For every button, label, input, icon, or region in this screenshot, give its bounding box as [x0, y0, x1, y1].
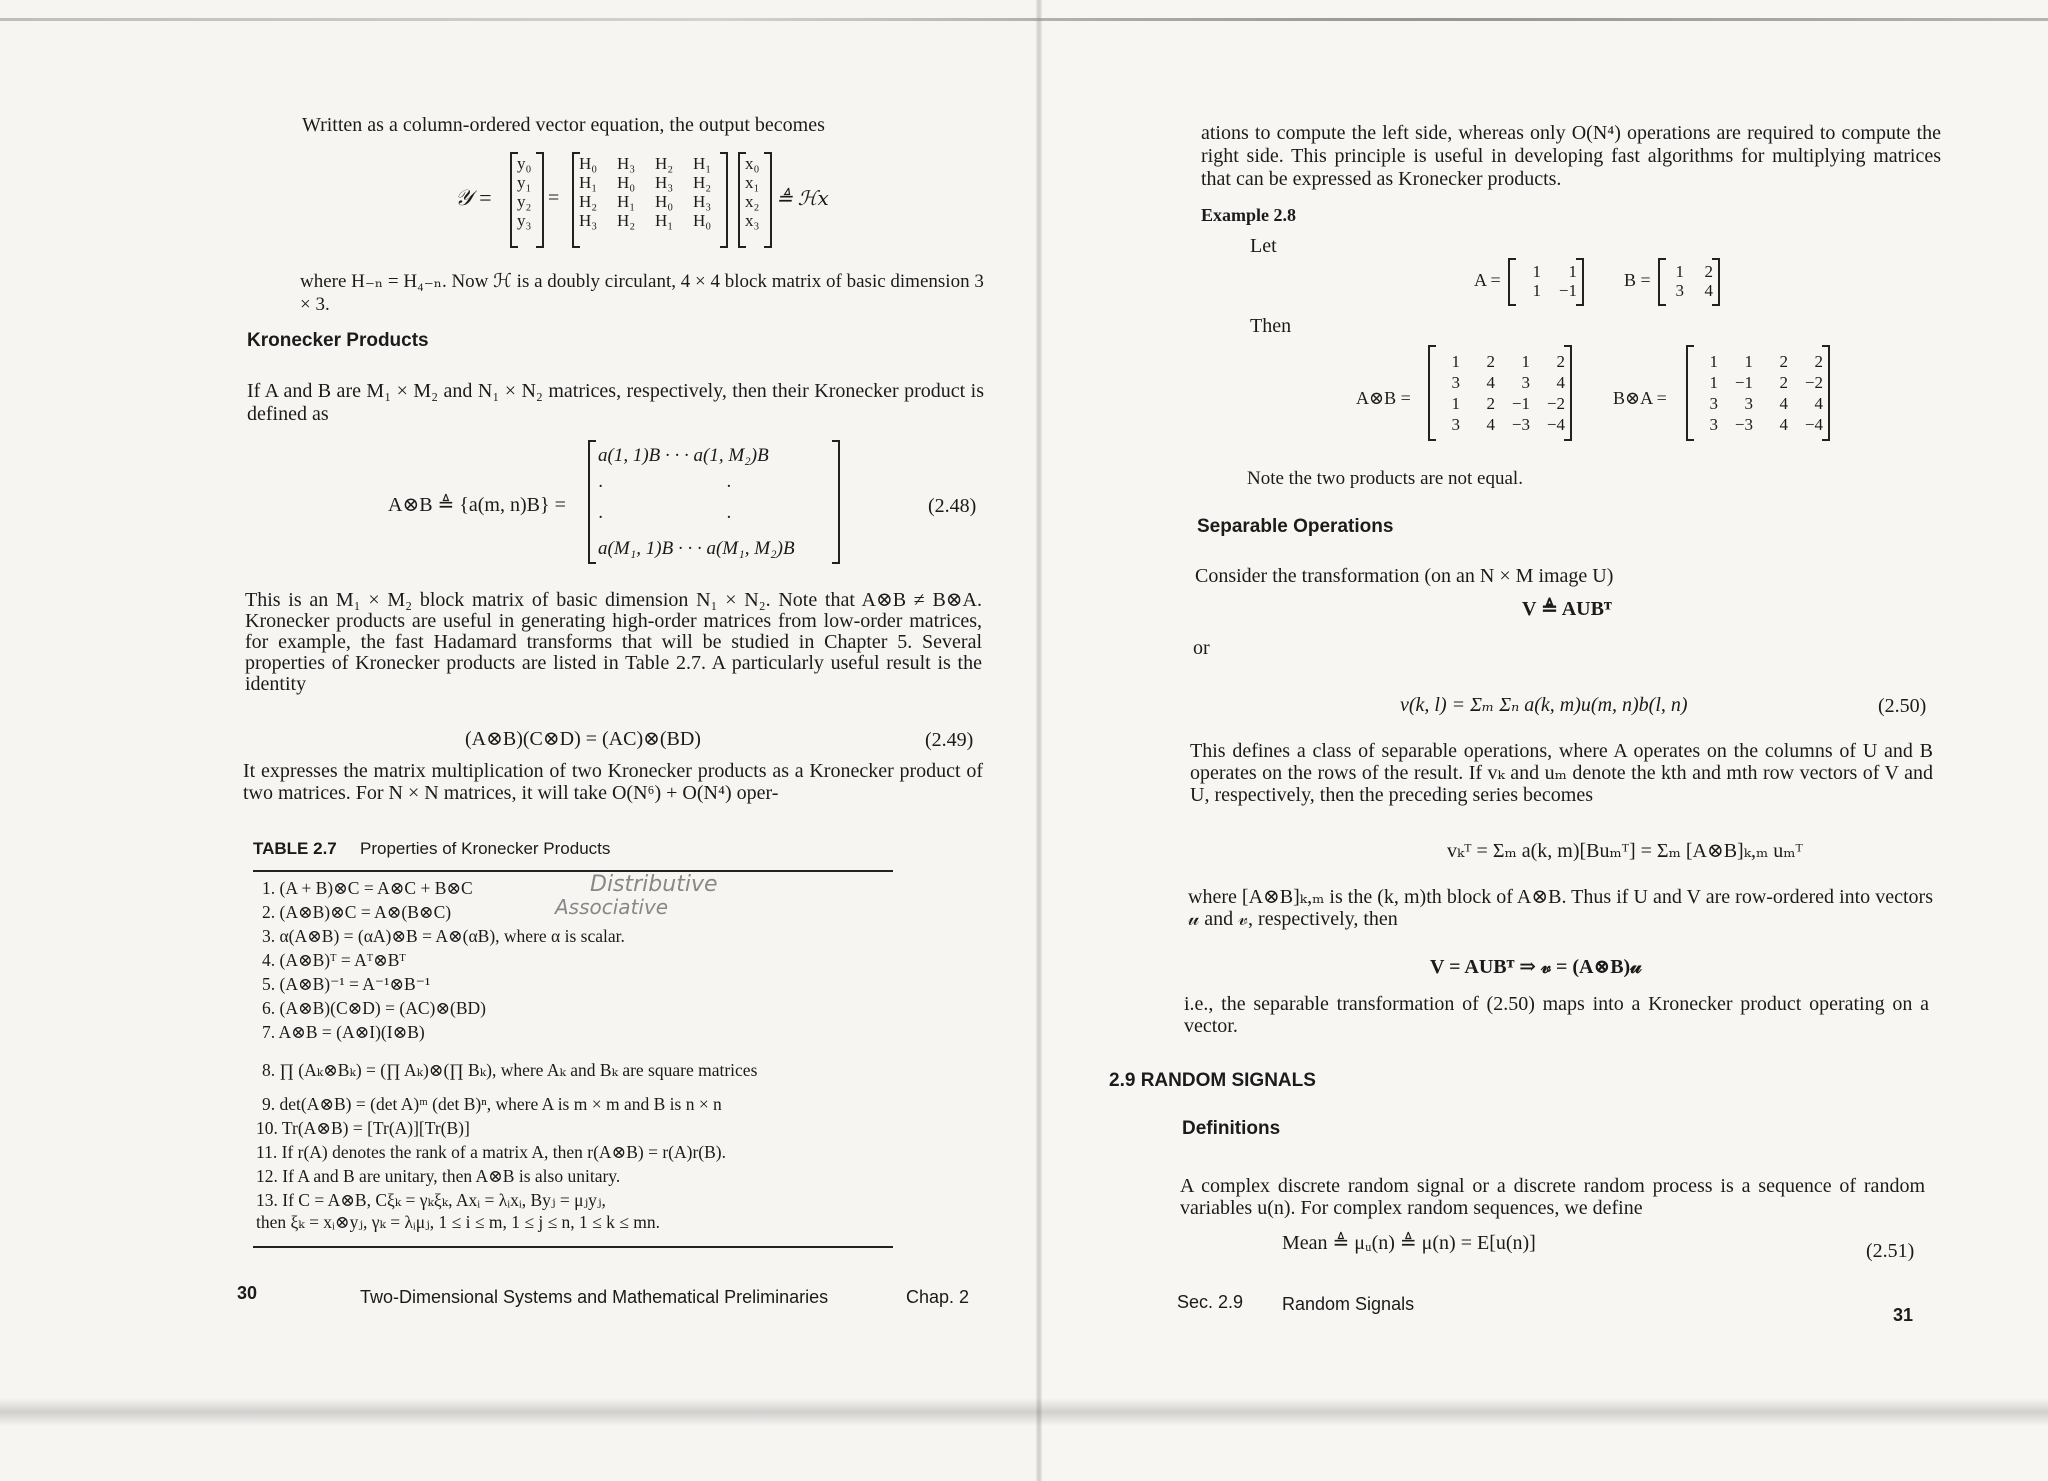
matrix-bxa-cell: 4	[1814, 394, 1823, 413]
eq-v: V ≜ AUBᵀ	[1522, 598, 1612, 620]
matrix-axb-cell: 3	[1451, 373, 1460, 392]
matrix-axb-cell: 4	[1556, 373, 1565, 392]
matrix-b-cell: 2	[1704, 262, 1713, 281]
matrix-b-cell: 4	[1704, 281, 1713, 300]
expresses-paragraph: It expresses the matrix multiplication of two Kronecker products as a Kronecker product of two matrices. For N × N matrices, it will take O(N⁶) + O(N⁴) oper-	[243, 760, 983, 804]
matrix-axb-cell: 1	[1521, 352, 1530, 371]
matrix-axb-cell: 1	[1451, 394, 1460, 413]
matrix-h-cell: H₁	[693, 154, 712, 173]
eq248-lhs: A⊗B ≜ {a(m, n)B} =	[388, 494, 566, 516]
handwritten-note-2: Associative	[555, 895, 669, 919]
bottom-edge-shadow	[0, 1398, 2048, 1426]
vector-y-cell: y₃	[517, 211, 532, 230]
block-paragraph: This is an M₁ × M₂ block matrix of basic dimension N₁ × N₂. Note that A⊗B ≠ B⊗A. Kronecker products are useful in generating high-order matrices from low-order matrices, for example, the fast Hadamard transforms that will be studied in Chapter 5. Several properties of Kronecker products are listed in Table 2.7. A particularly useful result is the identity	[245, 589, 982, 695]
kronecker-heading: Kronecker Products	[247, 330, 429, 351]
matrix-bxa-cell: 2	[1779, 373, 1788, 392]
matrix-axb	[1428, 345, 1572, 441]
table-item: 3. α(A⊗B) = (αA)⊗B = A⊗(αB), where α is scalar.	[262, 926, 625, 946]
matrix-h-cell: H₂	[655, 154, 674, 173]
matrix-h-cell: H₃	[617, 154, 636, 173]
book-spine	[1036, 0, 1042, 1481]
table-item: 7. A⊗B = (A⊗I)(I⊗B)	[262, 1022, 425, 1042]
footer-page-right: 31	[1893, 1305, 1914, 1325]
intro-line: Written as a column-ordered vector equation, the output becomes	[302, 114, 825, 136]
matrix-a-cell: −1	[1558, 281, 1577, 300]
complex-paragraph: A complex discrete random signal or a discrete random process is a sequence of random variables u(n). For complex random sequences, we define	[1180, 1175, 1925, 1219]
table-item: 5. (A⊗B)⁻¹ = A⁻¹⊗B⁻¹	[262, 974, 431, 994]
matrix-axb-cell: 4	[1486, 415, 1495, 434]
eq250-number: (2.50)	[1878, 695, 1927, 717]
matrix-b-cell: 3	[1675, 281, 1684, 300]
matrix-axb-cell: 4	[1486, 373, 1495, 392]
footer-page-left: 30	[237, 1283, 258, 1303]
matrix-axb-cell: 1	[1451, 352, 1460, 371]
note-unequal: Note the two products are not equal.	[1247, 468, 1523, 489]
eq-vk: vₖᵀ = Σₘ a(k, m)[Buₘᵀ] = Σₘ [A⊗B]ₖ,ₘ uₘᵀ	[1447, 840, 1803, 862]
example-label: Example 2.8	[1201, 205, 1297, 225]
where-text: where H₋ₙ = H₄₋ₙ. Now ℋ is a doubly circulant, 4 × 4 block matrix of basic dimension 3 × 3.	[300, 271, 984, 315]
matrix-axb-cell: 2	[1556, 352, 1565, 371]
vector-y-cell: y₁	[517, 173, 532, 192]
vector-x-cell: x₃	[745, 211, 760, 230]
matrix-bxa	[1686, 345, 1830, 441]
eq-implies: V = AUBᵀ ⇒ 𝓋 = (A⊗B)𝓊	[1430, 956, 1642, 978]
matrix-a-cell: 1	[1532, 262, 1541, 281]
matrix-bxa-cell: 3	[1744, 394, 1753, 413]
a-label: A =	[1474, 270, 1501, 290]
matrix-b-cell: 1	[1675, 262, 1684, 281]
matrix-h-cell: H₀	[693, 211, 712, 230]
table-label: TABLE 2.7	[253, 839, 337, 858]
table-title: Properties of Kronecker Products	[360, 839, 611, 858]
vector-x-cell: x₂	[745, 192, 760, 211]
let-label: Let	[1250, 235, 1277, 257]
table-item: 11. If r(A) denotes the rank of a matrix A, then r(A⊗B) = r(A)r(B).	[256, 1142, 726, 1162]
matrix-axb-cell: 3	[1521, 373, 1530, 392]
top-edge-shadow	[0, 18, 2048, 21]
vector-x-cell: x₁	[745, 173, 760, 192]
matrix-a-cell: 1	[1568, 262, 1577, 281]
table-item: 1. (A + B)⊗C = A⊗C + B⊗C	[262, 878, 473, 898]
table-bottom-rule	[253, 1246, 893, 1248]
table-item: 13. If C = A⊗B, Cξₖ = γₖξₖ, Axᵢ = λᵢxᵢ, Byⱼ = μⱼyⱼ,	[256, 1190, 606, 1210]
matrix-bxa-cell: 1	[1744, 352, 1753, 371]
matrix-bxa-cell: 4	[1779, 394, 1788, 413]
table-item: 6. (A⊗B)(C⊗D) = (AC)⊗(BD)	[262, 998, 486, 1018]
footer-sec-right: Sec. 2.9	[1177, 1292, 1244, 1312]
eq248-row: a(1, 1)B · · · a(1, M₂)B	[598, 445, 769, 466]
matrix-axb-cell: −4	[1546, 415, 1565, 434]
table-item: 2. (A⊗B)⊗C = A⊗(B⊗C)	[262, 902, 452, 922]
eq251-number: (2.51)	[1866, 1240, 1915, 1262]
matrix-axb-cell: −2	[1546, 394, 1565, 413]
then-label: Then	[1250, 315, 1292, 337]
vector-y-cell: y₂	[517, 192, 532, 211]
matrix-h-cell: H₃	[579, 211, 598, 230]
ie-paragraph: i.e., the separable transformation of (2.50) maps into a Kronecker product operating on a vector.	[1184, 993, 1929, 1037]
matrix-bxa-cell: 2	[1814, 352, 1823, 371]
handwritten-note-1: Distributive	[590, 872, 718, 897]
eq248-matrix	[588, 440, 840, 564]
matrix-axb-cell: −1	[1511, 394, 1530, 413]
matrix-bxa-cell: −4	[1804, 415, 1823, 434]
matrix-bxa-cell: 3	[1709, 415, 1718, 434]
matrix-axb-cell: 3	[1451, 415, 1460, 434]
matrix-a-cell: 1	[1532, 281, 1541, 300]
eq249: (A⊗B)(C⊗D) = (AC)⊗(BD)	[465, 728, 701, 750]
section-heading: 2.9 RANDOM SIGNALS	[1109, 1070, 1316, 1091]
definitions-heading: Definitions	[1182, 1118, 1281, 1139]
matrix-h-cell: H₃	[655, 173, 674, 192]
axb-label: A⊗B =	[1356, 388, 1411, 408]
or-text: or	[1193, 637, 1210, 659]
eq248-number: (2.48)	[928, 495, 977, 517]
matrix-h-cell: H₁	[617, 192, 636, 211]
matrix-bxa-cell: 1	[1709, 373, 1718, 392]
matrix-h-cell: H₃	[693, 192, 712, 211]
matrix-bxa-cell: −3	[1734, 415, 1753, 434]
separable-heading: Separable Operations	[1197, 516, 1394, 537]
bxa-label: B⊗A =	[1613, 388, 1667, 408]
kronecker-def: If A and B are M₁ × M₂ and N₁ × N₂ matrices, respectively, then their Kronecker product is defined as	[247, 380, 984, 425]
defines-paragraph: This defines a class of separable operations, where A operates on the columns of U and B operates on the rows of the result. If vₖ and uₘ denote the kth and mth row vectors of V and U, respectively, then the preceding series becomes	[1190, 740, 1933, 806]
matrix-axb-cell: 2	[1486, 394, 1495, 413]
vector-y	[510, 152, 544, 248]
eq248-row: · ·	[598, 507, 731, 528]
eq249-number: (2.49)	[925, 729, 974, 751]
b-label: B =	[1624, 270, 1651, 290]
continuation-paragraph: ations to compute the left side, whereas only O(N⁴) operations are required to compute the right side. This principle is useful in developing fast algorithms for multiplying matrices that can be expressed as Kronecker products.	[1201, 122, 1941, 190]
where-block: where [A⊗B]ₖ,ₘ is the (k, m)th block of A⊗B. Thus if U and V are row-ordered into vectors 𝓊 and 𝓋, respectively, then	[1188, 886, 1933, 930]
table-item: 10. Tr(A⊗B) = [Tr(A)][Tr(B)]	[256, 1118, 470, 1138]
matrix-bxa-cell: 2	[1779, 352, 1788, 371]
matrix-h-cell: H₂	[617, 211, 636, 230]
eq-suffix: ≜ ℋ𝑥	[776, 188, 829, 210]
matrix-axb-cell: −3	[1511, 415, 1530, 434]
matrix-h-cell: H₁	[579, 173, 598, 192]
table-item: 12. If A and B are unitary, then A⊗B is also unitary.	[256, 1166, 621, 1186]
matrix-h-cell: H₂	[693, 173, 712, 192]
y-symbol: 𝒴 =	[455, 185, 493, 210]
matrix-bxa-cell: −1	[1734, 373, 1753, 392]
matrix-bxa-cell: 3	[1709, 394, 1718, 413]
consider-text: Consider the transformation (on an N × M image U)	[1195, 565, 1614, 587]
footer-title-left: Two-Dimensional Systems and Mathematical Preliminaries	[360, 1287, 829, 1307]
vector-x	[738, 152, 772, 248]
table-item: 8. ∏ (Aₖ⊗Bₖ) = (∏ Aₖ)⊗(∏ Bₖ), where Aₖ and Bₖ are square matrices	[262, 1060, 758, 1080]
table-item: then ξₖ = xᵢ⊗yⱼ, γₖ = λᵢμⱼ, 1 ≤ i ≤ m, 1 ≤ j ≤ n, 1 ≤ k ≤ mn.	[256, 1212, 660, 1232]
matrix-bxa-cell: 4	[1779, 415, 1788, 434]
matrix-a	[1508, 258, 1584, 306]
matrix-h-cell: H₂	[579, 192, 598, 211]
table-item: 4. (A⊗B)ᵀ = Aᵀ⊗Bᵀ	[262, 950, 406, 970]
matrix-h-cell: H₀	[617, 173, 636, 192]
matrix-bxa-cell: 1	[1709, 352, 1718, 371]
eq250: v(k, l) = Σₘ Σₙ a(k, m)u(m, n)b(l, n)	[1400, 694, 1688, 716]
vector-y-cell: y₀	[517, 154, 532, 173]
matrix-h-cell: H₀	[655, 192, 674, 211]
matrix-bxa-cell: −2	[1804, 373, 1823, 392]
table-top-rule	[253, 870, 893, 872]
footer-title-right: Random Signals	[1282, 1294, 1415, 1314]
matrix-h-cell: H₀	[579, 154, 598, 173]
table-item: 9. det(A⊗B) = (det A)ᵐ (det B)ⁿ, where A is m × m and B is n × n	[262, 1094, 722, 1114]
matrix-b	[1658, 258, 1720, 306]
footer-chap-left: Chap. 2	[906, 1287, 970, 1307]
block-matrix-h	[572, 152, 728, 248]
eq248-row: a(M₁, 1)B · · · a(M₁, M₂)B	[598, 538, 795, 559]
matrix-axb-cell: 2	[1486, 352, 1495, 371]
eq248-row: · ·	[598, 476, 731, 497]
eq251: Mean ≜ μᵤ(n) ≜ μ(n) = E[u(n)]	[1282, 1232, 1536, 1254]
vector-x-cell: x₀	[745, 154, 760, 173]
matrix-h-cell: H₁	[655, 211, 674, 230]
